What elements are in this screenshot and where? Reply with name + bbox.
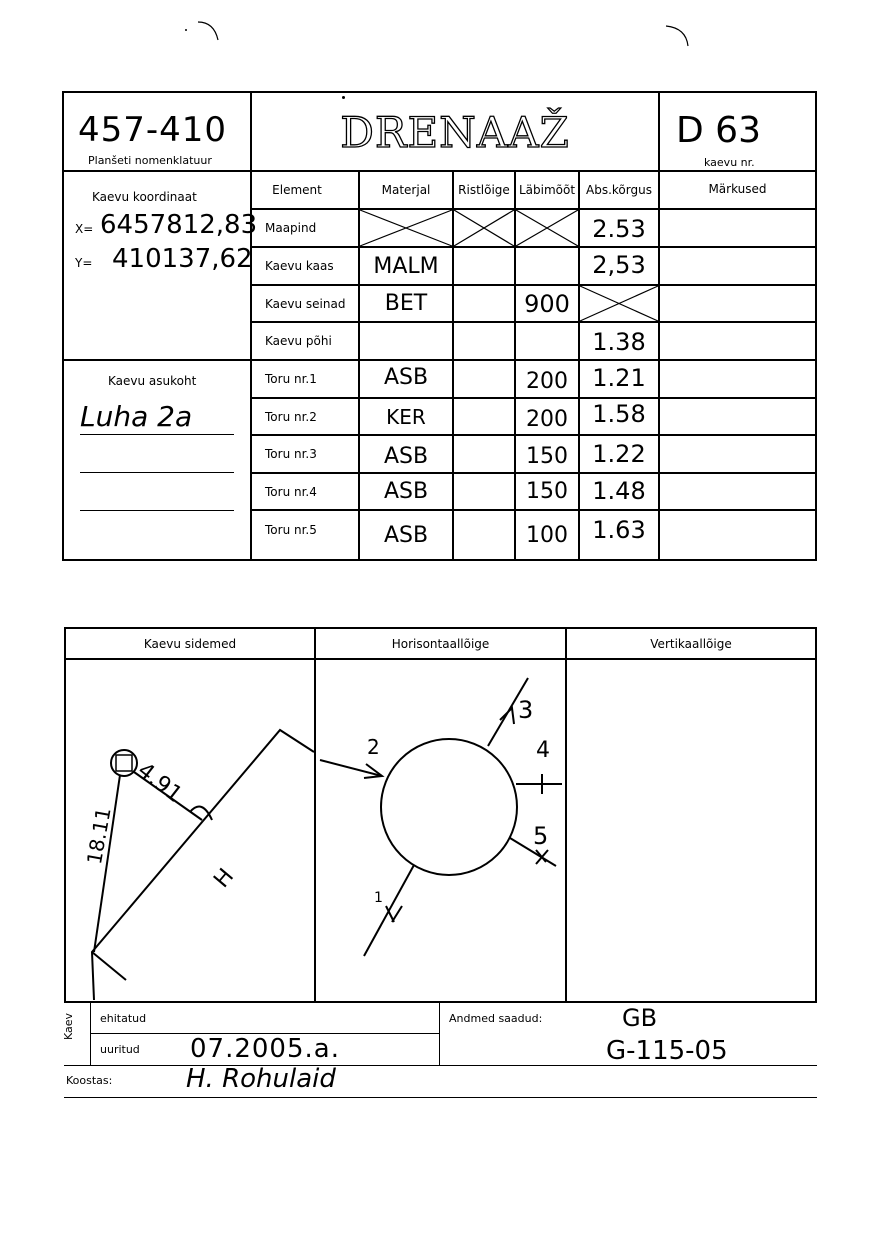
x-label: X= [75,222,94,236]
title-dot-icon [342,96,345,99]
pipe-label-2: 2 [367,735,380,759]
row-element: Toru nr.3 [265,447,317,461]
header-material: Materjal [381,183,431,197]
row-abs-height: 1.21 [592,364,646,392]
row-element: Toru nr.1 [265,372,317,386]
header-element: Element [272,183,322,197]
surveyed-value: 07.2005.a. [190,1034,340,1064]
y-label: Y= [75,256,93,270]
nomenclature-value: 457-410 [78,110,228,150]
data-received-value-2: G-115-05 [606,1036,728,1066]
row-diameter: 200 [526,407,568,432]
row-material: KER [386,404,426,429]
header-notes: Märkused [708,182,767,196]
tie-distance-1: 4.91 [132,758,187,808]
row-element: Toru nr.2 [265,409,317,424]
sketch-col-horizontal-label: Horisontaallõige [391,637,490,651]
empty-cell-cross-icon [360,210,452,246]
header-abs-height: Abs.kõrgus [586,183,652,197]
pipe-label-1: 1 [374,890,383,906]
row-material: ASB [383,479,429,504]
data-received-label: Andmed saadud: [449,1012,543,1025]
row-element: Kaevu põhi [265,334,332,348]
row-element: Toru nr.4 [265,484,317,499]
compiled-value: H. Rohulaid [186,1064,336,1094]
location-label: Kaevu asukoht [108,374,197,388]
sketch-col-vertical-label: Vertikaallõige [650,637,732,651]
data-received-value-1: GB [622,1004,658,1032]
surveyed-label: uuritud [100,1043,140,1056]
row-element: Toru nr.5 [265,523,317,537]
row-diameter: 900 [524,289,570,318]
nomenclature-label: Planšeti nomenklatuur [88,154,212,167]
row-abs-height: 1.58 [592,400,646,428]
row-diameter: 100 [526,522,568,548]
row-diameter: 200 [526,368,568,394]
row-element: Kaevu kaas [265,259,334,273]
row-abs-height: 1.48 [592,477,646,505]
compiled-label: Koostas: [66,1074,113,1087]
built-label: ehitatud [100,1012,147,1025]
row-element: Maapind [265,221,317,235]
page-title: DRENAAŽ [340,108,570,157]
row-material: BET [384,291,428,316]
empty-cell-cross-icon [454,210,514,246]
row-material: ASB [383,443,429,469]
punch-hole-right-icon [660,22,700,52]
tie-distance-2: 18.11 [82,805,116,867]
pipe-label-3: 3 [518,696,534,724]
coordinates-label: Kaevu koordinaat [92,190,197,204]
row-material: MALM [373,253,439,279]
well-number-label: kaevu nr. [704,156,755,169]
row-abs-height: 1.22 [592,440,646,468]
pipe-label-5: 5 [533,822,549,850]
empty-cell-cross-icon [580,286,658,321]
header-diameter: Läbimõõt [518,183,576,197]
row-abs-height: 1.38 [592,328,646,356]
header-cross-section: Ristlõige [458,183,510,197]
location-value: Luha 2a [80,400,193,433]
row-material: ASB [383,364,429,390]
row-abs-height: 2,53 [592,251,646,279]
row-abs-height: 2.53 [592,215,646,243]
row-element: Kaevu seinad [265,296,346,311]
row-material: ASB [383,522,429,548]
well-number-value: D 63 [676,110,761,151]
x-value: 6457812,83 [100,210,258,240]
side-label-well: Kaev [62,1012,75,1040]
row-diameter: 150 [526,479,568,504]
pipe-label-4: 4 [536,738,550,763]
row-diameter: 150 [526,443,568,469]
row-abs-height: 1.63 [592,516,646,544]
sketch-col-ties-label: Kaevu sidemed [143,637,237,651]
y-value: 410137,62 [112,244,253,274]
building-label: H [209,864,240,893]
empty-cell-cross-icon [516,210,578,246]
punch-hole-left-icon [180,18,230,48]
